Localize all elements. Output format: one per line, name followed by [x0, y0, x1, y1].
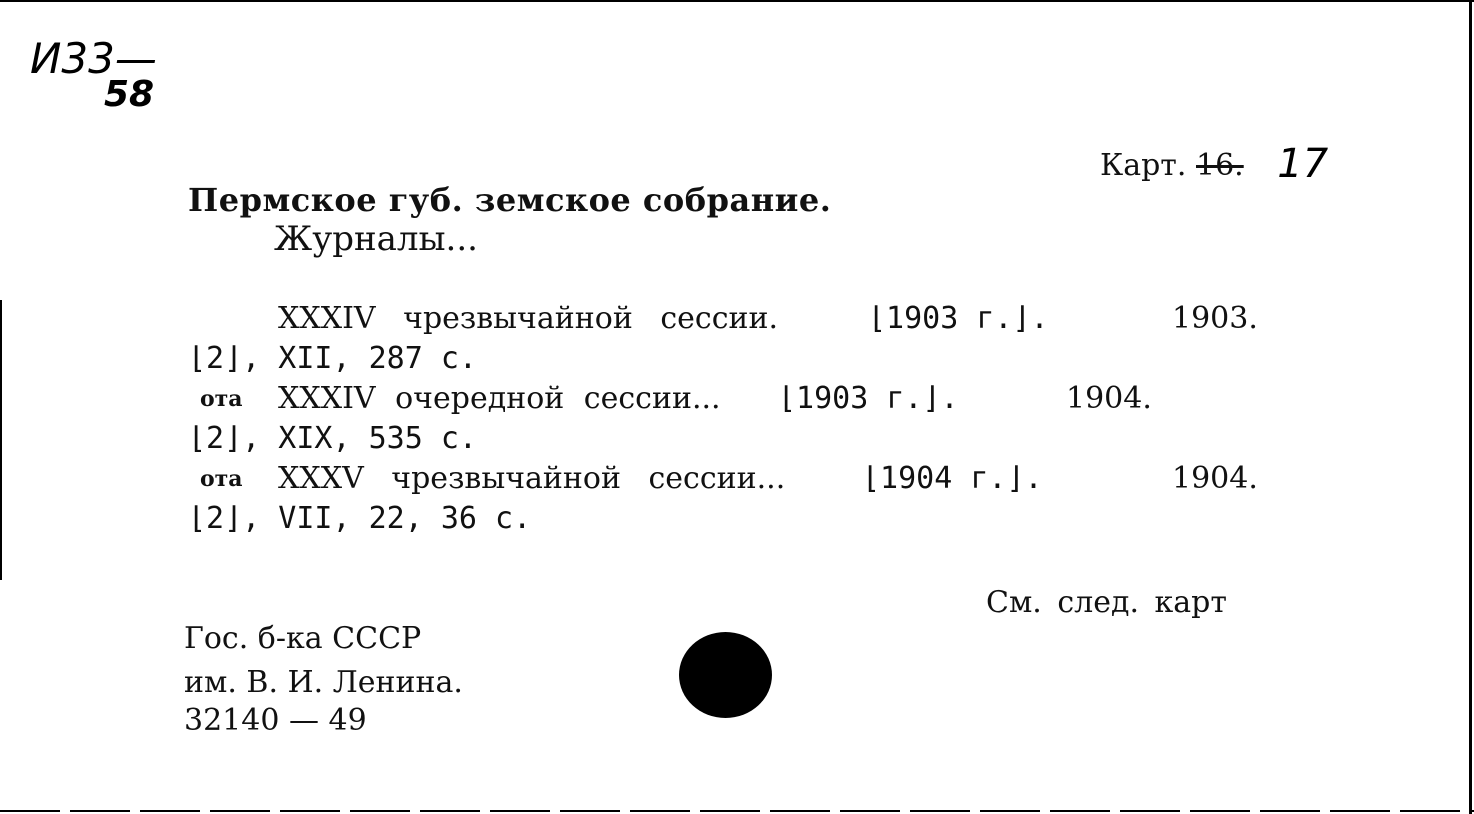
- punch-hole: [679, 632, 772, 718]
- library-line-1: Гос. б-ка СССР: [184, 621, 422, 656]
- entry-1-year: 1903.: [1172, 301, 1258, 336]
- title-heading: Журналы...: [274, 219, 478, 259]
- handwritten-code-line2: 58: [104, 74, 155, 115]
- handwritten-code-line1: И33—: [30, 34, 157, 83]
- entry-3-title: XXXV чрезвычайной сессии...: [278, 461, 786, 496]
- entry-3-collation: ⌊2⌋, VII, 22, 36 с.: [188, 501, 532, 536]
- entry-2-title: XXXIV очередной сессии...: [278, 381, 721, 416]
- card-bottom-border: [0, 810, 1474, 812]
- entry-2-date: ⌊1903 г.⌋.: [778, 381, 959, 416]
- entry-1-date: ⌊1903 г.⌋.: [868, 301, 1049, 336]
- library-line-2: им. В. И. Ленина.: [184, 665, 463, 700]
- see-next-card: См. след. карт: [986, 585, 1227, 620]
- entry-1-collation: ⌊2⌋, XII, 287 с.: [188, 341, 477, 376]
- entry-3-year: 1904.: [1172, 461, 1258, 496]
- entry-1-title: XXXIV чрезвычайной сессии.: [278, 301, 779, 336]
- author-heading: Пермское губ. земское собрание.: [188, 181, 832, 219]
- card-old-number: 16.: [1196, 148, 1244, 183]
- entry-3-date: ⌊1904 г.⌋.: [862, 461, 1043, 496]
- library-line-3: 32140 — 49: [184, 703, 367, 738]
- card-right-border: [1469, 0, 1472, 814]
- entry-2-collation: ⌊2⌋, XIX, 535 с.: [188, 421, 477, 456]
- card-top-border: [0, 0, 1474, 2]
- entry-2-year: 1904.: [1066, 381, 1152, 416]
- card-new-number: 17: [1277, 141, 1329, 187]
- card-prefix: Карт.: [1100, 148, 1187, 183]
- entry-2-mark: ота: [200, 386, 243, 412]
- card-number: [1100, 141, 1329, 187]
- entry-3-mark: ота: [200, 466, 243, 492]
- card-left-border: [0, 300, 2, 580]
